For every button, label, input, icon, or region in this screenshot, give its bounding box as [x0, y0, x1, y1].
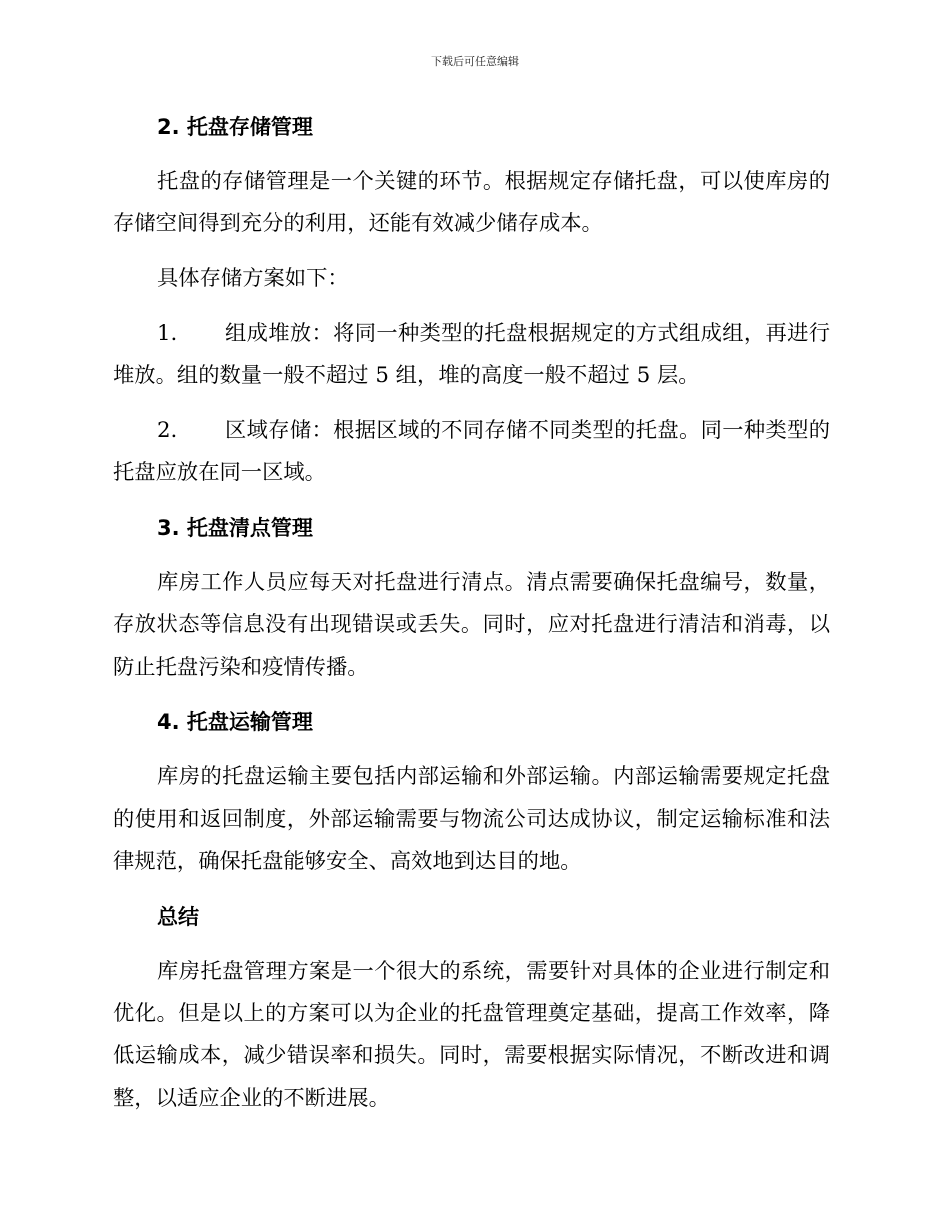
list-item-line: 托盘应放在同一区域。 — [113, 460, 326, 486]
section-heading-summary: 总结 — [157, 904, 199, 929]
list-number: 1. — [157, 320, 178, 346]
list-item-line: 堆放。组的数量一般不超过 5 组，堆的高度一般不超过 5 层。 — [113, 363, 700, 389]
list-item — [113, 313, 830, 398]
paragraph-storage-intro — [113, 161, 830, 246]
section-heading-transport: 4. 托盘运输管理 — [157, 710, 313, 735]
page-header: 下载后可任意编辑 — [431, 55, 519, 68]
list-item-first-line — [113, 410, 830, 452]
paragraph-count — [113, 562, 830, 689]
paragraph-line: 具体存储方案如下： — [157, 265, 349, 291]
list-number: 2. — [157, 417, 178, 443]
paragraph-line: 整，以适应企业的不断进展。 — [113, 1085, 390, 1111]
list-item — [113, 410, 830, 495]
section-heading-storage: 2. 托盘存储管理 — [157, 115, 313, 139]
section-heading-count: 3. 托盘清点管理 — [157, 516, 313, 541]
paragraph-line: 律规范，确保托盘能够安全、高效地到达目的地。 — [113, 848, 582, 874]
paragraph-line: 存储空间得到充分的利用，还能有效减少储存成本。 — [113, 211, 603, 237]
list-item-first-line — [113, 313, 830, 355]
list-item-text: 组成堆放：将同一种类型的托盘根据规定的方式组成组，再进行 — [225, 320, 830, 346]
paragraph-transport — [113, 756, 830, 883]
paragraph-line: 低运输成本，减少错误率和损失。同时，需要根据实际情况，不断改进和调 — [113, 1043, 830, 1069]
paragraph-line: 托盘的存储管理是一个关键的环节。根据规定存储托盘，可以使库房的 — [157, 168, 830, 194]
paragraph-summary — [113, 951, 830, 1121]
paragraph-line: 存放状态等信息没有出现错误或丢失。同时，应对托盘进行清洁和消毒，以 — [113, 612, 830, 638]
document-body — [113, 106, 830, 1120]
paragraph-line: 库房托盘管理方案是一个很大的系统，需要针对具体的企业进行制定和 — [157, 958, 830, 984]
list-item-text: 区域存储：根据区域的不同存储不同类型的托盘。同一种类型的 — [225, 417, 830, 443]
paragraph-line: 优化。但是以上的方案可以为企业的托盘管理奠定基础，提高工作效率，降 — [113, 1000, 830, 1026]
paragraph-line: 的使用和返回制度，外部运输需要与物流公司达成协议，制定运输标准和法 — [113, 806, 830, 832]
paragraph-line: 库房的托盘运输主要包括内部运输和外部运输。内部运输需要规定托盘 — [157, 764, 830, 790]
paragraph-plan-lead — [113, 258, 830, 300]
paragraph-line: 库房工作人员应每天对托盘进行清点。清点需要确保托盘编号，数量， — [157, 569, 830, 595]
paragraph-line: 防止托盘污染和疫情传播。 — [113, 654, 369, 680]
